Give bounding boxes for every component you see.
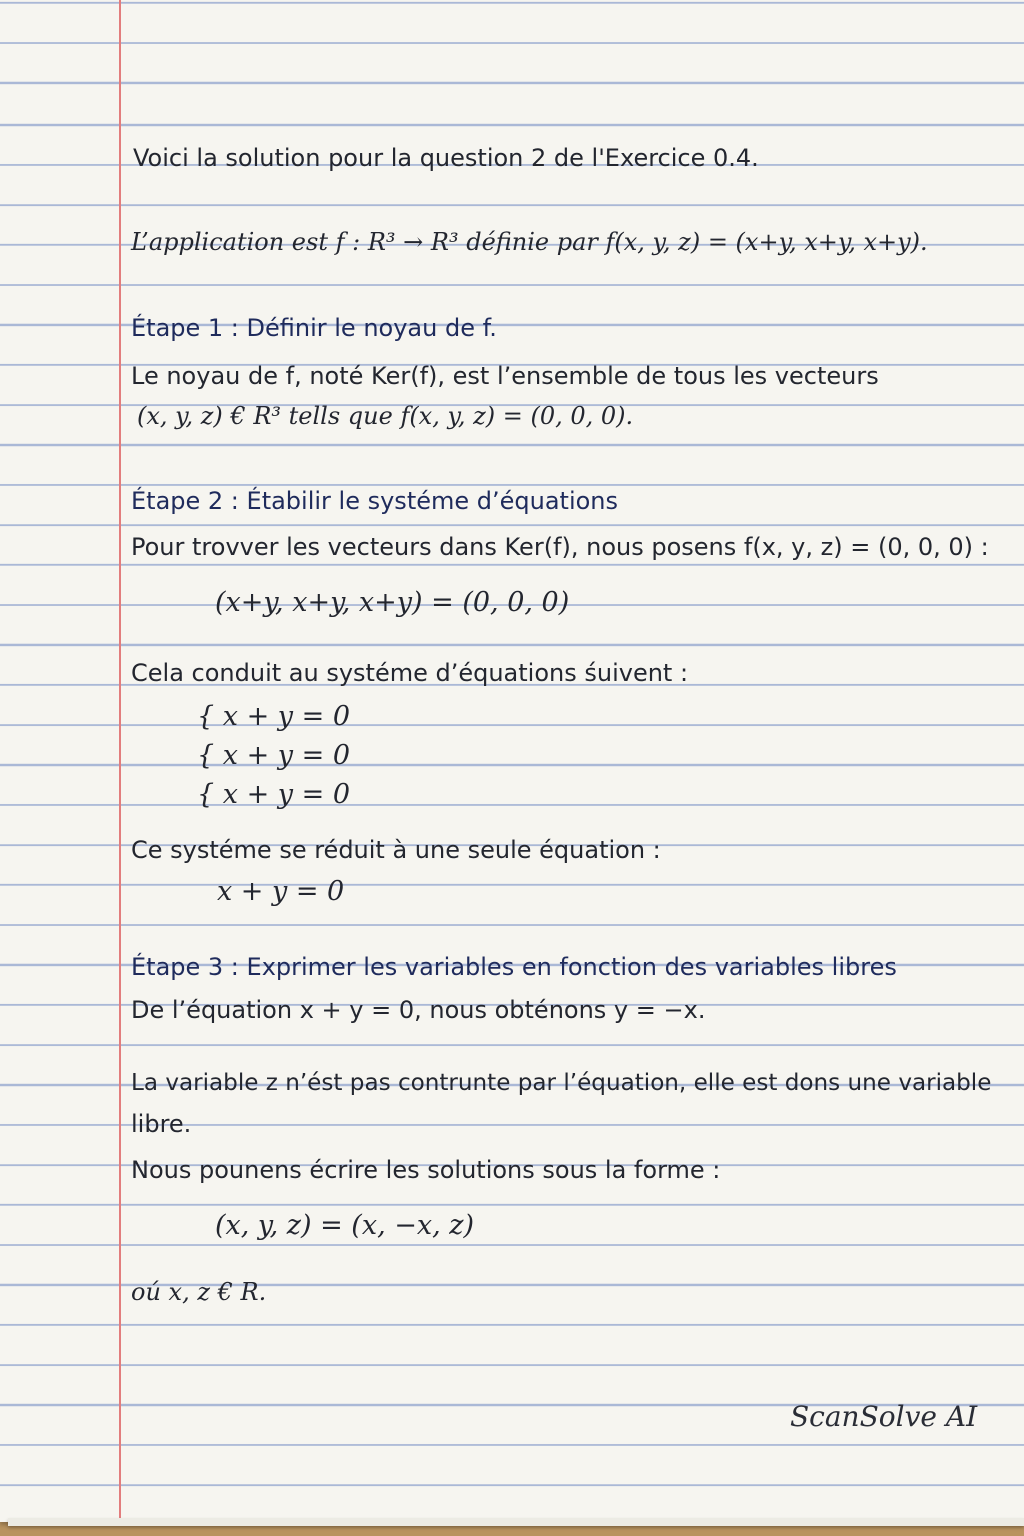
step2-text-3: Ce systéme se réduit à une seule équation :: [131, 836, 661, 864]
application-line: L’application est f : R³ → R³ définie par f(x, y, z) = (x+y, x+y, x+y).: [131, 228, 928, 256]
system-equation-2: { x + y = 0: [197, 740, 350, 771]
system-equation-1: { x + y = 0: [197, 701, 350, 732]
step3-text-4: Nous pounens écrire les solutions sous la forme :: [131, 1156, 721, 1184]
step3-text-2: La variable z n’ést pas contrunte par l’équation, elle est dons une variable: [131, 1070, 992, 1096]
signature: ScanSolve AI: [790, 1400, 978, 1433]
step2-text-2: Cela conduit au systéme d’équations śuivent :: [131, 659, 689, 687]
single-equation: x + y = 0: [217, 876, 345, 907]
step1-title: Étape 1 : Définir le noyau de f.: [131, 314, 497, 342]
step2-text-1: Pour trovver les vecteurs dans Ker(f), nous posens f(x, y, z) = (0, 0, 0) :: [131, 533, 989, 561]
step2-title: Étape 2 : Étabilir le systéme d’équations: [131, 487, 619, 515]
step1-text-1: Le noyau de f, noté Ker(f), est l’ensemble de tous les vecteurs: [131, 362, 879, 390]
step3-text-3: libre.: [131, 1110, 192, 1138]
intro-line: Voici la solution pour la question 2 de l'Exercice 0.4.: [133, 144, 759, 172]
solution-equation: (x, y, z) = (x, −x, z): [215, 1210, 475, 1241]
margin-line: [119, 0, 121, 1522]
step1-text-2: (x, y, z) € R³ tells que f(x, y, z) = (0, 0, 0).: [137, 402, 634, 430]
step3-text-1: De l’équation x + y = 0, nous obténons y = −x.: [131, 996, 706, 1024]
paper-stack-edge: [8, 1518, 1024, 1526]
step2-equation: (x+y, x+y, x+y) = (0, 0, 0): [215, 587, 570, 618]
domain-line: oú x, z € R.: [131, 1278, 267, 1306]
step3-title: Étape 3 : Exprimer les variables en fonction des variables libres: [131, 953, 897, 981]
system-equation-3: { x + y = 0: [197, 779, 350, 810]
